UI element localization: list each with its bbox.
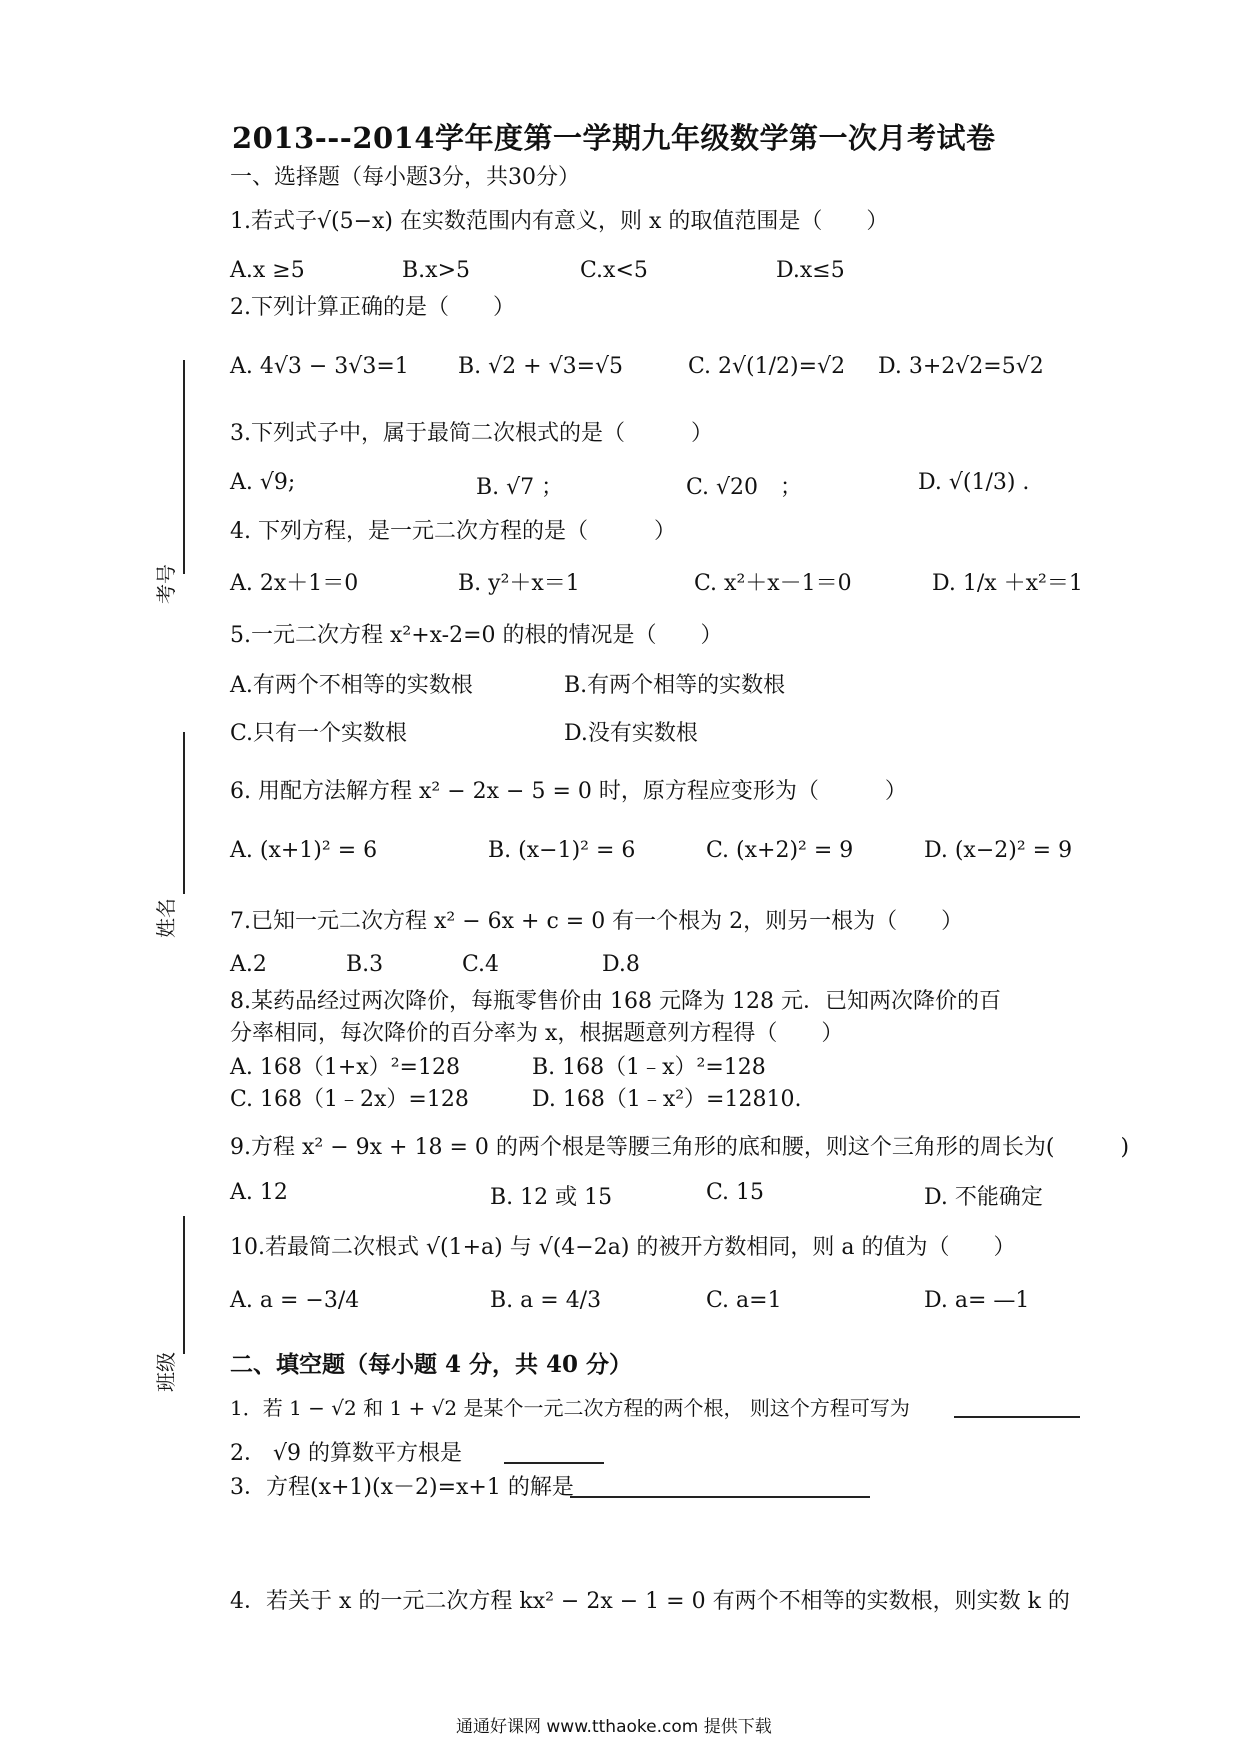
q3-option-c: C. √20 ；	[686, 475, 803, 500]
fill-question-4: 4．若关于 x 的一元二次方程 kx² − 2x − 1 = 0 有两个不相等的实数根，则实数 k 的	[230, 1589, 1070, 1614]
q8-option-d: D. 168（1﹣x²）=12810.	[532, 1087, 802, 1112]
answer-blank-1[interactable]	[954, 1416, 1080, 1418]
question-7-stem: 7.已知一元二次方程 x² − 6x + c = 0 有一个根为 2，则另一根为（ ）	[230, 909, 964, 934]
q7-option-c: C.4	[462, 952, 500, 977]
question-1-stem: 1.若式子√(5−x) 在实数范围内有意义，则 x 的取值范围是（ ）	[230, 209, 889, 234]
q3-option-a: A. √9;	[230, 470, 296, 495]
q1-option-c: C.x<5	[580, 258, 648, 283]
sidebar-label-class: 班级	[154, 1352, 178, 1392]
q8-option-b: B. 168（1﹣x）²=128	[532, 1055, 766, 1080]
q9-option-b: B. 12 或 15	[490, 1185, 613, 1210]
question-8-stem-line-1: 8.某药品经过两次降价，每瓶零售价由 168 元降为 128 元．已知两次降价的百	[230, 989, 1001, 1014]
page-footer: 通通好课网 www.tthaoke.com 提供下载	[456, 1717, 772, 1737]
q9-option-c: C. 15	[706, 1180, 765, 1205]
q4-option-b: B. y²＋x＝1	[458, 571, 580, 596]
q1-option-a: A.x ≥5	[230, 258, 305, 283]
q6-option-b: B. (x−1)² = 6	[488, 838, 636, 863]
answer-blank-2[interactable]	[504, 1462, 604, 1464]
answer-blank-3[interactable]	[570, 1496, 870, 1498]
question-3-stem: 3.下列式子中，属于最简二次根式的是（ ）	[230, 421, 713, 446]
q5-option-b: B.有两个相等的实数根	[564, 673, 786, 698]
fill-question-3: 3．方程(x+1)(x－2)=x+1 的解是	[230, 1475, 574, 1500]
q2-option-c: C. 2√(1/2)=√2	[688, 354, 846, 379]
q10-option-b: B. a = 4/3	[490, 1288, 602, 1313]
fill-question-1: 1．若 1 − √2 和 1 + √2 是某个一元二次方程的两个根， 则这个方程可写为	[230, 1396, 910, 1420]
sidebar-label-name: 姓名	[154, 898, 178, 938]
sidebar-label-exam-number: 考号	[154, 564, 178, 604]
q9-option-d: D. 不能确定	[924, 1185, 1043, 1210]
q10-option-c: C. a=1	[706, 1288, 782, 1313]
q4-option-d: D. 1/x ＋x²＝1	[932, 571, 1083, 596]
sidebar-line-name	[183, 732, 185, 894]
q2-option-a: A. 4√3 − 3√3=1	[230, 354, 409, 379]
q5-option-d: D.没有实数根	[564, 721, 698, 746]
q10-option-d: D. a= —1	[924, 1288, 1030, 1313]
q9-option-a: A. 12	[230, 1180, 288, 1205]
section2-heading: 二、填空题（每小题 4 分，共 40 分）	[230, 1351, 633, 1378]
q3-option-b: B. √7 ；	[476, 475, 564, 500]
q6-option-c: C. (x+2)² = 9	[706, 838, 854, 863]
q8-option-c: C. 168（1﹣2x）=128	[230, 1087, 469, 1112]
q5-option-a: A.有两个不相等的实数根	[230, 673, 473, 698]
q5-option-c: C.只有一个实数根	[230, 721, 408, 746]
q1-option-b: B.x>5	[402, 258, 470, 283]
q7-option-a: A.2	[230, 952, 267, 977]
q3-option-d: D. √(1/3) .	[918, 470, 1030, 495]
sidebar-line-exam-number	[183, 360, 185, 574]
q1-option-d: D.x≤5	[776, 258, 845, 283]
question-9-stem: 9.方程 x² − 9x + 18 = 0 的两个根是等腰三角形的底和腰，则这个三角形的周长为( )	[230, 1135, 1130, 1160]
q2-option-b: B. √2 + √3=√5	[458, 354, 624, 379]
question-4-stem: 4. 下列方程，是一元二次方程的是（ ）	[230, 519, 676, 544]
question-6-stem: 6. 用配方法解方程 x² − 2x − 5 = 0 时，原方程应变形为（ ）	[230, 779, 907, 804]
question-8-stem-line-2: 分率相同，每次降价的百分率为 x，根据题意列方程得（ ）	[230, 1021, 844, 1046]
q6-option-a: A. (x+1)² = 6	[230, 838, 378, 863]
q2-option-d: D. 3+2√2=5√2	[878, 354, 1044, 379]
q4-option-c: C. x²＋x－1＝0	[694, 571, 852, 596]
section1-heading: 一、选择题（每小题3分，共30分）	[230, 165, 580, 190]
page-title: 2013---2014学年度第一学期九年级数学第一次月考试卷	[232, 121, 996, 155]
fill-question-2: 2． √9 的算数平方根是	[230, 1441, 462, 1466]
question-10-stem: 10.若最简二次根式 √(1+a) 与 √(4−2a) 的被开方数相同，则 a 的值为（ ）	[230, 1235, 1016, 1260]
q6-option-d: D. (x−2)² = 9	[924, 838, 1073, 863]
q8-option-a: A. 168（1+x）²=128	[230, 1055, 460, 1080]
q10-option-a: A. a = −3/4	[230, 1288, 360, 1313]
q4-option-a: A. 2x＋1＝0	[230, 571, 359, 596]
question-2-stem: 2.下列计算正确的是（ ）	[230, 295, 515, 320]
sidebar-line-class	[183, 1216, 185, 1354]
q7-option-b: B.3	[346, 952, 384, 977]
q7-option-d: D.8	[602, 952, 640, 977]
question-5-stem: 5.一元二次方程 x²+x-2=0 的根的情况是（ ）	[230, 623, 723, 648]
